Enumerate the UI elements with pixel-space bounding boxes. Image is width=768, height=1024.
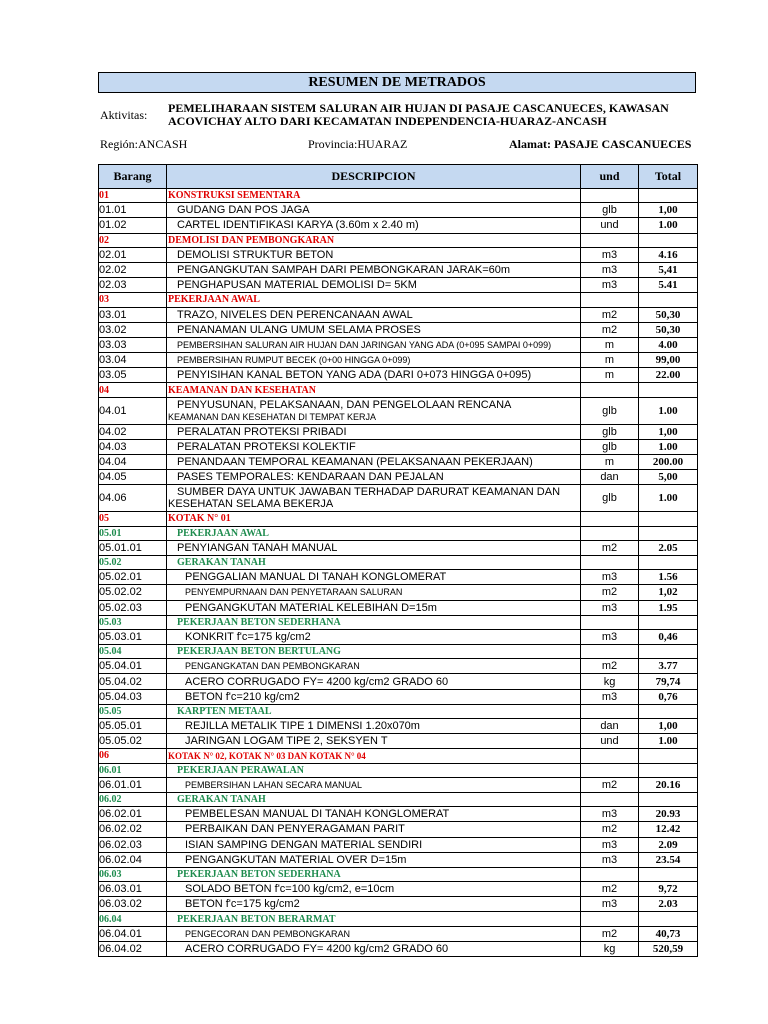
row-total: 3.77 <box>639 659 698 674</box>
row-description: ACERO CORRUGADO FY= 4200 kg/cm2 GRADO 60 <box>167 674 581 689</box>
table-row <box>99 337 698 352</box>
row-code: 05.02 <box>99 555 167 569</box>
table-row <box>99 777 698 792</box>
row-total: 2.09 <box>639 837 698 852</box>
row-unit: m3 <box>581 629 639 644</box>
row-unit <box>581 383 639 397</box>
row-description: KEAMANAN DAN KESEHATAN <box>167 383 581 397</box>
row-unit: m2 <box>581 540 639 555</box>
row-unit: m <box>581 368 639 383</box>
row-total: 1,00 <box>639 203 698 218</box>
row-code: 01 <box>99 189 167 203</box>
row-description: KOTAK N° 02, KOTAK N° 03 DAN KOTAK N° 04 <box>167 749 581 763</box>
row-total: 4.00 <box>639 337 698 352</box>
row-unit <box>581 704 639 718</box>
table-row <box>99 719 698 734</box>
row-unit: m3 <box>581 807 639 822</box>
table-row <box>99 941 698 956</box>
row-code: 05.05 <box>99 704 167 718</box>
table-row <box>99 322 698 337</box>
row-total <box>639 189 698 203</box>
row-description: REJILLA METALIK TIPE 1 DIMENSI 1.20x070m <box>167 719 581 734</box>
row-description-line1: PENYUSUNAN, PELAKSANAAN, DAN PENGELOLAAN RENCANA <box>177 398 512 411</box>
row-unit <box>581 526 639 540</box>
row-total: 1,00 <box>639 424 698 439</box>
table-row <box>99 689 698 704</box>
row-code: 06.01 <box>99 763 167 777</box>
row-description: TRAZO, NIVELES DEN PERENCANAAN AWAL <box>167 307 581 322</box>
row-code: 06.02.02 <box>99 822 167 837</box>
header-und: und <box>581 165 639 189</box>
row-code: 04.02 <box>99 424 167 439</box>
row-total: 5,00 <box>639 470 698 485</box>
row-unit: glb <box>581 203 639 218</box>
row-description-line2: KEAMANAN DAN KESEHATAN DI TEMPAT KERJA <box>168 411 377 422</box>
table-row <box>99 455 698 470</box>
row-unit: glb <box>581 439 639 454</box>
row-code: 04.04 <box>99 455 167 470</box>
row-description <box>167 485 581 512</box>
table-row <box>99 629 698 644</box>
row-total: 1.00 <box>639 734 698 749</box>
row-code: 04.03 <box>99 439 167 454</box>
header-total: Total <box>639 165 698 189</box>
row-total: 520,59 <box>639 941 698 956</box>
row-unit: m2 <box>581 777 639 792</box>
section-row <box>99 383 698 397</box>
row-total: 200.00 <box>639 455 698 470</box>
header-descripcion: DESCRIPCION <box>167 165 581 189</box>
row-description: SOLADO BETON f'c=100 kg/cm2, e=10cm <box>167 882 581 897</box>
row-unit: m3 <box>581 262 639 277</box>
document-title: RESUMEN DE METRADOS <box>98 72 696 93</box>
row-description: PERBAIKAN DAN PENYERAGAMAN PARIT <box>167 822 581 837</box>
row-code: 05.05.01 <box>99 719 167 734</box>
table-header-row <box>99 165 698 189</box>
row-description: PENYIANGAN TANAH MANUAL <box>167 540 581 555</box>
row-total: 99,00 <box>639 353 698 368</box>
row-total: 1.56 <box>639 570 698 585</box>
row-total <box>639 912 698 926</box>
row-description: ACERO CORRUGADO FY= 4200 kg/cm2 GRADO 60 <box>167 941 581 956</box>
section-row <box>99 526 698 540</box>
row-unit: m3 <box>581 852 639 867</box>
row-total: 40,73 <box>639 926 698 941</box>
row-description-line2: KESEHATAN SELAMA BEKERJA <box>168 498 334 511</box>
row-unit: m2 <box>581 585 639 600</box>
row-total: 22.00 <box>639 368 698 383</box>
row-description <box>167 397 581 424</box>
row-unit: m2 <box>581 659 639 674</box>
row-unit: m3 <box>581 600 639 615</box>
row-unit: m3 <box>581 278 639 293</box>
row-unit: m3 <box>581 689 639 704</box>
section-row <box>99 763 698 777</box>
row-code: 05.01 <box>99 526 167 540</box>
row-unit: m <box>581 353 639 368</box>
row-total <box>639 867 698 881</box>
row-total: 1,02 <box>639 585 698 600</box>
row-description: PERALATAN PROTEKSI PRIBADI <box>167 424 581 439</box>
table-row <box>99 218 698 233</box>
row-code: 06.04 <box>99 912 167 926</box>
row-unit: m2 <box>581 882 639 897</box>
row-unit: m <box>581 337 639 352</box>
row-code: 05.04.01 <box>99 659 167 674</box>
row-total <box>639 763 698 777</box>
row-code: 04.05 <box>99 470 167 485</box>
row-unit: kg <box>581 941 639 956</box>
table-row <box>99 897 698 912</box>
row-description: PEKERJAAN AWAL <box>167 526 581 540</box>
section-row <box>99 189 698 203</box>
section-row <box>99 749 698 763</box>
row-code: 03 <box>99 293 167 307</box>
metrados-table <box>98 164 698 957</box>
row-description: PEKERJAAN PERAWALAN <box>167 763 581 777</box>
row-description: KONSTRUKSI SEMENTARA <box>167 189 581 203</box>
table-row <box>99 278 698 293</box>
section-row <box>99 912 698 926</box>
aktivitas-text: PEMELIHARAAN SISTEM SALURAN AIR HUJAN DI PASAJE CASCANUECES, KAWASAN ACOVICHAY ALTO DARI KECAMATAN INDEPENDENCIA-HUARAZ-ANCASH <box>168 101 669 128</box>
table-row <box>99 485 698 512</box>
row-code: 06.03.02 <box>99 897 167 912</box>
row-total: 1.00 <box>639 397 698 424</box>
row-total: 5.41 <box>639 278 698 293</box>
row-description: PEKERJAAN BETON BERTULANG <box>167 645 581 659</box>
row-description: BETON f'c=210 kg/cm2 <box>167 689 581 704</box>
row-description: PENANDAAN TEMPORAL KEAMANAN (PELAKSANAAN PEKERJAAN) <box>167 455 581 470</box>
row-total: 1.00 <box>639 439 698 454</box>
table-row <box>99 439 698 454</box>
row-total: 1,00 <box>639 719 698 734</box>
row-description: PASES TEMPORALES: KENDARAAN DAN PEJALAN <box>167 470 581 485</box>
row-description: PENYISIHAN KANAL BETON YANG ADA (DARI 0+073 HINGGA 0+095) <box>167 368 581 383</box>
row-code: 01.02 <box>99 218 167 233</box>
row-code: 02.03 <box>99 278 167 293</box>
section-row <box>99 645 698 659</box>
row-total: 79,74 <box>639 674 698 689</box>
row-code: 06.04.02 <box>99 941 167 956</box>
row-description: PENYEMPURNAAN DAN PENYETARAAN SALURAN <box>167 585 581 600</box>
row-code: 03.02 <box>99 322 167 337</box>
provincia-label: Provincia:HUARAZ <box>308 137 408 151</box>
row-unit: m3 <box>581 837 639 852</box>
row-unit: glb <box>581 397 639 424</box>
row-code: 06.02.03 <box>99 837 167 852</box>
row-total <box>639 383 698 397</box>
row-code: 02.01 <box>99 247 167 262</box>
row-unit: m2 <box>581 926 639 941</box>
row-total: 9,72 <box>639 882 698 897</box>
section-row <box>99 615 698 629</box>
row-total: 4.16 <box>639 247 698 262</box>
table-row <box>99 307 698 322</box>
section-row <box>99 512 698 526</box>
section-row <box>99 792 698 806</box>
row-description: PEKERJAAN BETON SEDERHANA <box>167 615 581 629</box>
table-row <box>99 424 698 439</box>
row-description: PENGHAPUSAN MATERIAL DEMOLISI D= 5KM <box>167 278 581 293</box>
table-row <box>99 540 698 555</box>
row-unit: dan <box>581 719 639 734</box>
row-unit <box>581 512 639 526</box>
row-total <box>639 512 698 526</box>
row-unit: und <box>581 218 639 233</box>
row-code: 05.01.01 <box>99 540 167 555</box>
row-description-line1: SUMBER DAYA UNTUK JAWABAN TERHADAP DARURAT KEAMANAN DAN <box>177 486 561 499</box>
row-unit: m2 <box>581 307 639 322</box>
table-row <box>99 659 698 674</box>
row-code: 06 <box>99 749 167 763</box>
row-total: 50,30 <box>639 307 698 322</box>
row-total: 0,76 <box>639 689 698 704</box>
row-unit: m3 <box>581 247 639 262</box>
row-description: DEMOLISI STRUKTUR BETON <box>167 247 581 262</box>
row-total <box>639 293 698 307</box>
row-description: PENANAMAN ULANG UMUM SELAMA PROSES <box>167 322 581 337</box>
row-unit <box>581 293 639 307</box>
row-description: BETON f'c=175 kg/cm2 <box>167 897 581 912</box>
row-unit: m2 <box>581 322 639 337</box>
row-code: 03.05 <box>99 368 167 383</box>
row-total <box>639 792 698 806</box>
row-description: KONKRIT f'c=175 kg/cm2 <box>167 629 581 644</box>
row-description: JARINGAN LOGAM TIPE 2, SEKSYEN T <box>167 734 581 749</box>
row-code: 05.04.03 <box>99 689 167 704</box>
row-total <box>639 615 698 629</box>
row-description: GERAKAN TANAH <box>167 555 581 569</box>
table-row <box>99 882 698 897</box>
row-unit: m2 <box>581 822 639 837</box>
row-total <box>639 233 698 247</box>
row-total: 12.42 <box>639 822 698 837</box>
row-description: PENGANGKUTAN MATERIAL OVER D=15m <box>167 852 581 867</box>
row-code: 04.06 <box>99 485 167 512</box>
table-row <box>99 807 698 822</box>
section-row <box>99 293 698 307</box>
row-description: PEMBELESAN MANUAL DI TANAH KONGLOMERAT <box>167 807 581 822</box>
row-unit: m3 <box>581 897 639 912</box>
row-total: 2.05 <box>639 540 698 555</box>
row-code: 04 <box>99 383 167 397</box>
row-description: PENGECORAN DAN PEMBONGKARAN <box>167 926 581 941</box>
table-row <box>99 674 698 689</box>
section-row <box>99 555 698 569</box>
row-code: 05.04 <box>99 645 167 659</box>
row-code: 06.03 <box>99 867 167 881</box>
row-total: 0,46 <box>639 629 698 644</box>
row-code: 06.02.04 <box>99 852 167 867</box>
row-unit: kg <box>581 674 639 689</box>
row-total <box>639 749 698 763</box>
table-row <box>99 470 698 485</box>
row-code: 06.01.01 <box>99 777 167 792</box>
row-total: 1.00 <box>639 218 698 233</box>
row-unit: und <box>581 734 639 749</box>
row-unit <box>581 645 639 659</box>
row-code: 05.03.01 <box>99 629 167 644</box>
row-total <box>639 704 698 718</box>
row-unit <box>581 912 639 926</box>
row-unit: dan <box>581 470 639 485</box>
row-total: 50,30 <box>639 322 698 337</box>
row-code: 05.02.02 <box>99 585 167 600</box>
row-code: 06.03.01 <box>99 882 167 897</box>
table-row <box>99 734 698 749</box>
row-description: KOTAK N° 01 <box>167 512 581 526</box>
row-unit <box>581 763 639 777</box>
row-total: 20.16 <box>639 777 698 792</box>
row-description: PEKERJAAN BETON SEDERHANA <box>167 867 581 881</box>
row-code: 03.03 <box>99 337 167 352</box>
table-row <box>99 926 698 941</box>
row-description: PENGANGKATAN DAN PEMBONGKARAN <box>167 659 581 674</box>
row-total: 5,41 <box>639 262 698 277</box>
row-total: 1.95 <box>639 600 698 615</box>
table-row <box>99 837 698 852</box>
table-row <box>99 570 698 585</box>
row-unit <box>581 233 639 247</box>
row-code: 03.01 <box>99 307 167 322</box>
row-unit <box>581 867 639 881</box>
row-total <box>639 645 698 659</box>
header-barang: Barang <box>99 165 167 189</box>
table-row <box>99 585 698 600</box>
table-row <box>99 353 698 368</box>
section-row <box>99 867 698 881</box>
row-unit: glb <box>581 424 639 439</box>
table-row <box>99 247 698 262</box>
row-code: 02 <box>99 233 167 247</box>
row-code: 05 <box>99 512 167 526</box>
row-code: 03.04 <box>99 353 167 368</box>
table-row <box>99 203 698 218</box>
row-total: 23.54 <box>639 852 698 867</box>
table-row <box>99 262 698 277</box>
row-description: PEMBERSIHAN LAHAN SECARA MANUAL <box>167 777 581 792</box>
section-row <box>99 233 698 247</box>
table-body <box>99 189 698 957</box>
aktivitas-label: Aktivitas: <box>100 108 148 122</box>
row-total <box>639 526 698 540</box>
row-total: 1.00 <box>639 485 698 512</box>
row-code: 06.04.01 <box>99 926 167 941</box>
section-row <box>99 704 698 718</box>
row-code: 05.04.02 <box>99 674 167 689</box>
row-description: PEKERJAAN AWAL <box>167 293 581 307</box>
row-code: 05.02.03 <box>99 600 167 615</box>
row-description: GERAKAN TANAH <box>167 792 581 806</box>
table-row <box>99 397 698 424</box>
table-row <box>99 822 698 837</box>
row-code: 04.01 <box>99 397 167 424</box>
row-code: 05.02.01 <box>99 570 167 585</box>
row-description: CARTEL IDENTIFIKASI KARYA (3.60m x 2.40 m) <box>167 218 581 233</box>
row-unit <box>581 615 639 629</box>
row-code: 05.03 <box>99 615 167 629</box>
row-unit: m3 <box>581 570 639 585</box>
row-unit: m <box>581 455 639 470</box>
row-description: PENGANGKUTAN SAMPAH DARI PEMBONGKARAN JARAK=60m <box>167 262 581 277</box>
table-row <box>99 852 698 867</box>
row-total: 20.93 <box>639 807 698 822</box>
row-description: PEMBERSIHAN RUMPUT BECEK (0+00 HINGGA 0+099) <box>167 353 581 368</box>
region-label: Región:ANCASH <box>100 137 188 151</box>
alamat-label: Alamat: PASAJE CASCANUECES <box>509 137 692 151</box>
table-row <box>99 368 698 383</box>
row-description: PEMBERSIHAN SALURAN AIR HUJAN DAN JARINGAN YANG ADA (0+095 SAMPAI 0+099) <box>167 337 581 352</box>
row-code: 06.02.01 <box>99 807 167 822</box>
row-description: PEKERJAAN BETON BERARMAT <box>167 912 581 926</box>
row-code: 05.05.02 <box>99 734 167 749</box>
row-code: 06.02 <box>99 792 167 806</box>
row-unit <box>581 555 639 569</box>
row-description: DEMOLISI DAN PEMBONGKARAN <box>167 233 581 247</box>
row-unit <box>581 749 639 763</box>
row-description: PERALATAN PROTEKSI KOLEKTIF <box>167 439 581 454</box>
row-code: 02.02 <box>99 262 167 277</box>
row-description: PENGANGKUTAN MATERIAL KELEBIHAN D=15m <box>167 600 581 615</box>
row-unit <box>581 792 639 806</box>
row-total: 2.03 <box>639 897 698 912</box>
row-unit: glb <box>581 485 639 512</box>
row-description: GUDANG DAN POS JAGA <box>167 203 581 218</box>
table-row <box>99 600 698 615</box>
row-description: ISIAN SAMPING DENGAN MATERIAL SENDIRI <box>167 837 581 852</box>
row-total <box>639 555 698 569</box>
row-description: PENGGALIAN MANUAL DI TANAH KONGLOMERAT <box>167 570 581 585</box>
row-code: 01.01 <box>99 203 167 218</box>
row-description: KARPTEN METAAL <box>167 704 581 718</box>
row-unit <box>581 189 639 203</box>
